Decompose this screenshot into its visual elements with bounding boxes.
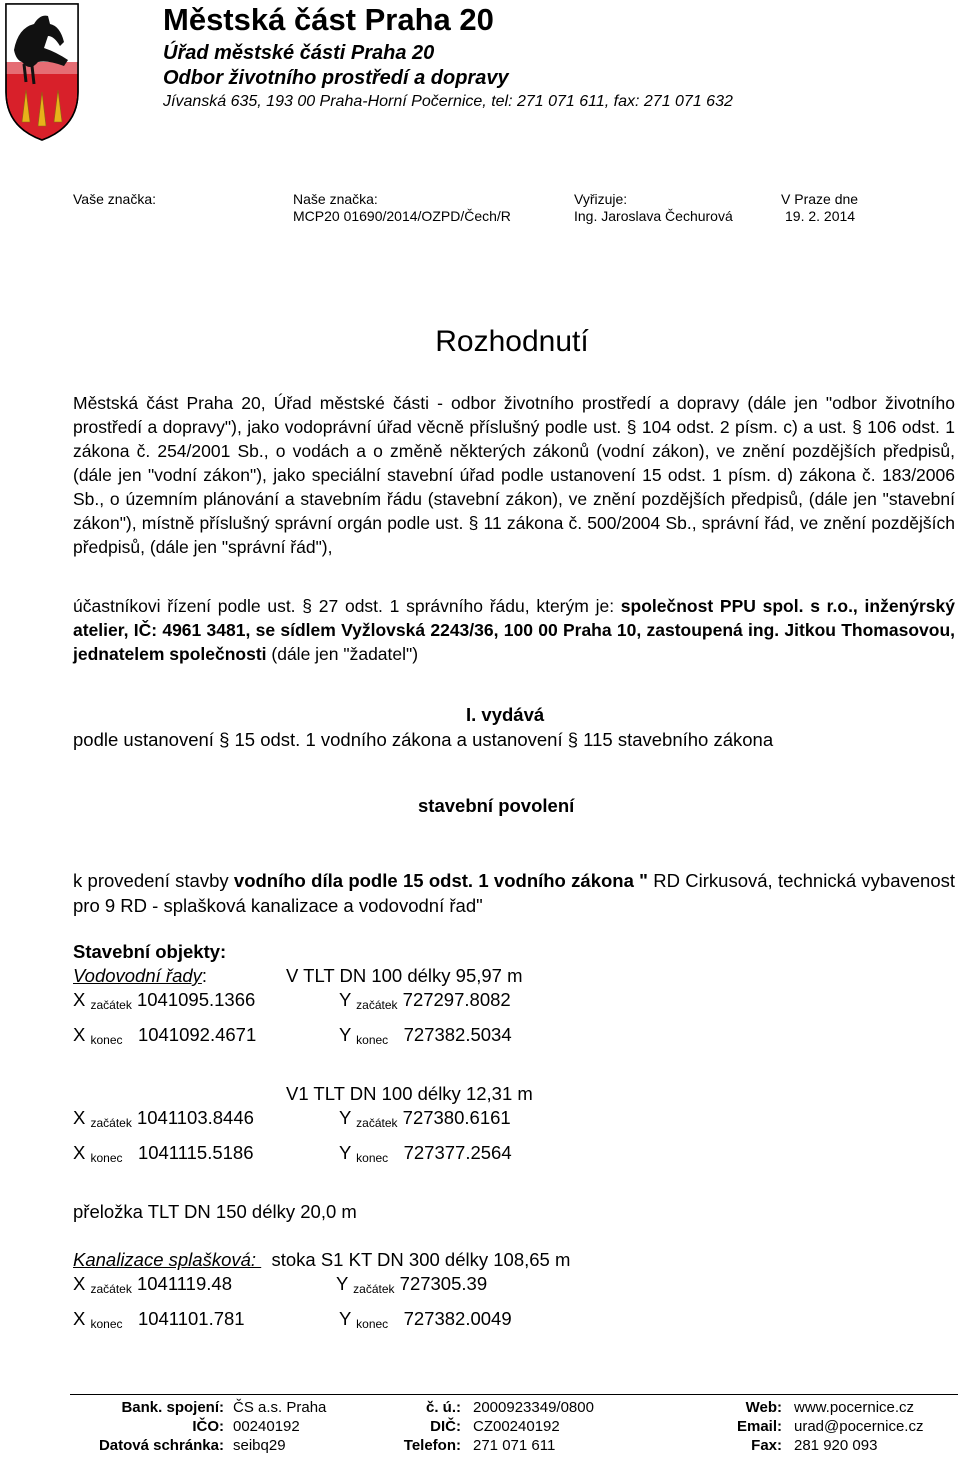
start-sub: začátek [90, 1282, 132, 1296]
office-address: Jívanská 635, 193 00 Praha-Horní Počernice, tel: 271 071 611, fax: 271 071 632 [163, 93, 733, 110]
x-symbol: X [73, 1308, 86, 1329]
dic-label: DIČ: [430, 1418, 461, 1435]
participant-text-3: (dále jen "žadatel") [266, 644, 419, 664]
purpose-text-1: k provedení stavby [73, 870, 234, 891]
end-sub: konec [90, 1317, 123, 1331]
department-name: Odbor životního prostředí a dopravy [163, 67, 509, 89]
your-ref-label: Vaše značka: [73, 191, 157, 207]
intro-text-6: 11 zákona č. 500/2004 Sb. [478, 513, 692, 533]
v-x-start [73, 989, 255, 1012]
intro-text-4: , o vodách a o změně některých zákonů (vodní zákon), ve znění pozdějších předpisů, (dále jen "vodní zákon"), jako speciální stavební úřad podle ustanovení 15 odst. 1 písm. d) zákona č. 183/2006 Sb. [73, 441, 956, 509]
coord-value: 727297.8082 [402, 989, 511, 1010]
basis-text-2: 15 odst. 1 vodního zákona a ustanovení [229, 729, 568, 750]
ico-value: 00240192 [233, 1418, 300, 1435]
s-x-end [73, 1308, 245, 1331]
office-name: Úřad městské části Praha 20 [163, 42, 435, 64]
objects-heading: Stavební objekty: [73, 941, 227, 962]
v1-y-end [339, 1142, 512, 1165]
databox-value: seibq29 [233, 1437, 286, 1454]
section-symbol: § [302, 596, 313, 616]
intro-text-5: , o územním plánování a stavebním řádu (stavební zákon), ve znění pozdějších předpisů, (dále jen "stavební zákon"), místně příslušný správní orgán podle ust. [73, 489, 955, 533]
email-link[interactable]: urad@pocernice.cz [794, 1418, 924, 1435]
intro-text-1: Městská část Praha 20, Úřad městské části - odbor životního prostředí a dopravy (dále jen "odbor životního prostředí a dopravy"), jako vodoprávní úřad věcně příslušný podle ust. [73, 393, 955, 437]
section-symbol: § [468, 513, 479, 533]
x-symbol: X [73, 1142, 86, 1163]
participant-paragraph [73, 594, 955, 666]
coat-of-arms-logo [4, 2, 80, 142]
end-sub: konec [90, 1151, 123, 1165]
our-ref-value: MCP20 01690/2014/OZPD/Čech/R [293, 208, 511, 224]
date-value: 19. 2. 2014 [785, 208, 856, 224]
v1-y-start [339, 1107, 511, 1130]
coord-value: 727377.2564 [403, 1142, 512, 1163]
y-symbol: Y [336, 1273, 349, 1294]
y-symbol: Y [339, 1024, 352, 1045]
s-y-end [339, 1308, 512, 1331]
start-sub: začátek [90, 1116, 132, 1130]
y-symbol: Y [339, 1107, 352, 1128]
handled-by-label: Vyřizuje: [574, 191, 628, 207]
intro-paragraph [73, 391, 955, 559]
end-sub: konec [356, 1317, 389, 1331]
section-symbol: § [219, 729, 230, 750]
phone-label: Telefon: [403, 1437, 461, 1454]
start-sub: začátek [356, 998, 398, 1012]
x-symbol: X [73, 989, 86, 1010]
fax-value: 281 920 093 [794, 1437, 878, 1454]
dic-value: CZ00240192 [473, 1418, 560, 1435]
end-sub: konec [90, 1033, 123, 1047]
coord-value: 1041101.781 [137, 1308, 245, 1329]
v-y-start [339, 989, 511, 1012]
v-line: V TLT DN 100 délky 95,97 m [286, 965, 523, 986]
coord-value: 727380.6161 [402, 1107, 511, 1128]
purpose-paragraph [73, 868, 955, 918]
x-symbol: X [73, 1107, 86, 1128]
decision-basis [73, 729, 773, 751]
y-symbol: Y [339, 1308, 352, 1329]
sewer-label [73, 1249, 570, 1271]
water-main-colon: : [201, 965, 208, 986]
databox-label: Datová schránka: [98, 1437, 224, 1454]
intro-text-2: 104 odst. 2 písm. c) a ust. [636, 417, 853, 437]
basis-text-3: 115 stavebního zákona [578, 729, 774, 750]
participant-text-2: 27 odst. 1 správního řádu, kterým je: [312, 596, 621, 616]
x-symbol: X [73, 1273, 86, 1294]
purpose-text-3: RD Cirkusová, technická vybavenost pro 9 RD - splašková kanalizace a vodovodní řad" [73, 870, 956, 916]
web-label: Web: [745, 1399, 782, 1416]
y-symbol: Y [339, 989, 352, 1010]
intro-text-7: , správní řád, ve znění pozdějších předpisů, (dále jen "správní řád"), [73, 513, 956, 557]
water-main-label-text: Vodovodní řady [73, 965, 202, 986]
purpose-text-2: vodního díla podle 15 odst. 1 vodního zákona " [233, 870, 648, 891]
account-label: č. ú.: [425, 1399, 461, 1416]
coord-value: 727382.5034 [403, 1024, 512, 1045]
v-x-end [73, 1024, 256, 1047]
bank-value: ČS a.s. Praha [233, 1399, 327, 1416]
coord-value: 727305.39 [399, 1273, 488, 1294]
v1-x-end [73, 1142, 254, 1165]
email-label: Email: [736, 1418, 782, 1435]
ico-label: IČO: [192, 1418, 224, 1435]
section-symbol: § [852, 417, 862, 437]
coord-value: 1041103.8446 [136, 1107, 254, 1128]
sewer-label-text: Kanalizace splašková: [73, 1249, 262, 1270]
participant-text-1: účastníkovi řízení podle ust. [73, 596, 303, 616]
section-symbol: § [626, 417, 637, 437]
v1-x-start [73, 1107, 254, 1130]
coord-value: 727382.0049 [403, 1308, 512, 1329]
decision-heading: I. vydává [466, 704, 545, 725]
relocation-line: přeložka TLT DN 150 délky 20,0 m [73, 1201, 357, 1222]
water-main-label [73, 965, 207, 987]
y-symbol: Y [339, 1142, 352, 1163]
x-symbol: X [73, 1024, 86, 1045]
end-sub: konec [356, 1151, 389, 1165]
place-date-label: V Praze dne [781, 191, 859, 207]
v1-line: V1 TLT DN 100 délky 12,31 m [286, 1083, 533, 1104]
start-sub: začátek [353, 1282, 395, 1296]
web-link[interactable]: www.pocernice.cz [794, 1399, 915, 1416]
end-sub: konec [356, 1033, 389, 1047]
coord-value: 1041095.1366 [136, 989, 256, 1010]
bank-label: Bank. spojení: [121, 1399, 224, 1416]
section-symbol: § [567, 729, 579, 750]
intro-text-3: 106 odst. 1 zákona č. 254/2001 Sb. [73, 417, 955, 461]
basis-text-1: podle ustanovení [73, 729, 220, 750]
document-title: Rozhodnutí [435, 325, 589, 358]
v-y-end [339, 1024, 512, 1047]
fax-label: Fax: [751, 1437, 782, 1454]
authority-name: Městská část Praha 20 [163, 2, 494, 37]
handled-by-value: Ing. Jaroslava Čechurová [574, 208, 733, 224]
permit-title: stavební povolení [418, 795, 575, 816]
footer-divider [70, 1394, 958, 1395]
applicant-name: společnost PPU spol. s r.o., inženýrský atelier, IČ: 4961 3481, se sídlem Vyžlovská 2243/36, 100 00 Praha 10, zastoupená ing. Jitkou Thomasovou, jednatelem společnosti [73, 596, 955, 664]
coord-value: 1041115.5186 [137, 1142, 254, 1163]
sewer-line: stoka S1 KT DN 300 délky 108,65 m [271, 1249, 571, 1270]
coord-value: 1041119.48 [136, 1273, 232, 1294]
account-value: 2000923349/0800 [473, 1399, 594, 1416]
phone-value: 271 071 611 [473, 1437, 556, 1454]
start-sub: začátek [90, 998, 132, 1012]
coord-value: 1041092.4671 [137, 1024, 257, 1045]
our-ref-label: Naše značka: [293, 191, 378, 207]
start-sub: začátek [356, 1116, 398, 1130]
s-x-start [73, 1273, 232, 1296]
s-y-start [336, 1273, 487, 1296]
